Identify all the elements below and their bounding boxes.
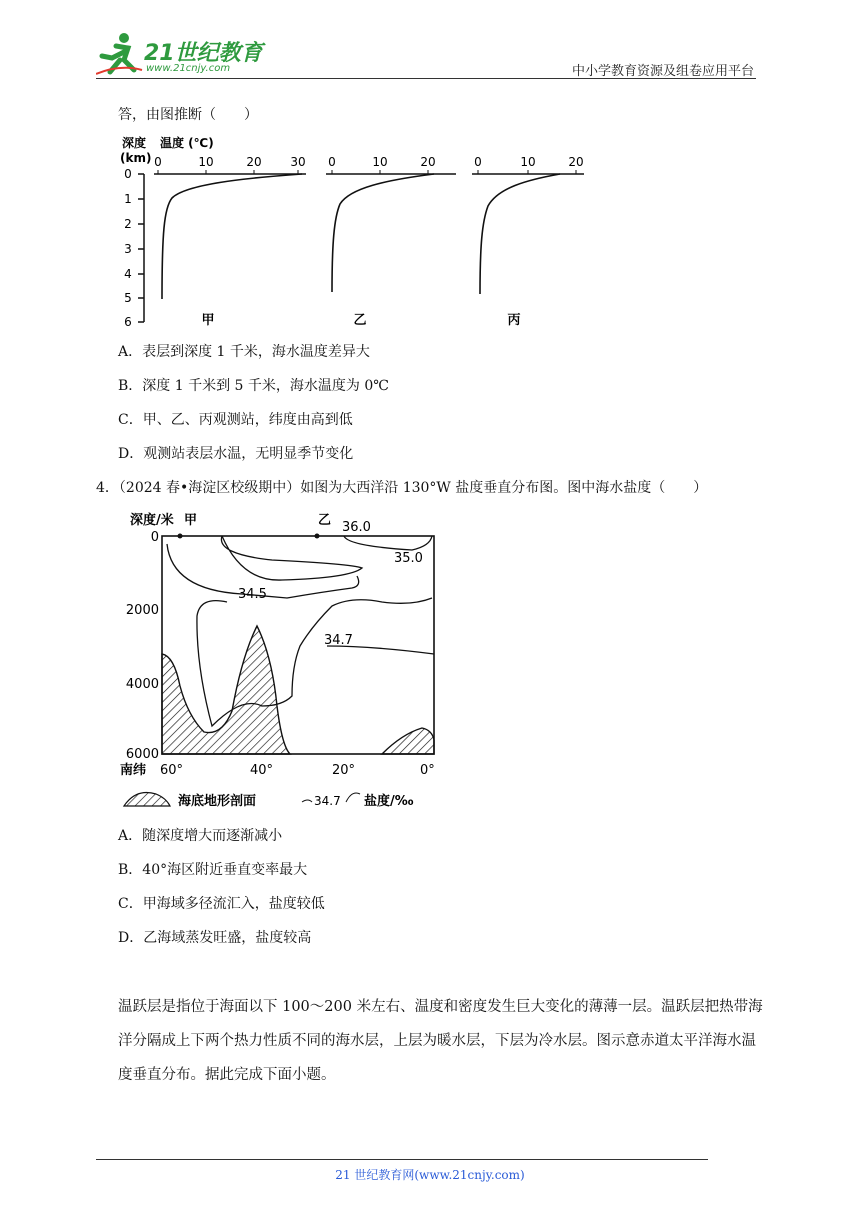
isoline-label: 34.7 xyxy=(324,633,353,648)
y-tick: 0 xyxy=(150,530,159,545)
panel-jia xyxy=(154,155,306,328)
svg-text:20: 20 xyxy=(568,155,584,169)
y-tick: 4000 xyxy=(125,677,159,692)
q3-temperature-profiles xyxy=(116,134,596,334)
logo-url: www.21cnjy.com xyxy=(146,63,231,74)
svg-text:10: 10 xyxy=(372,155,388,169)
runner-logo-icon xyxy=(96,30,144,76)
q4-option-c[interactable]: C．甲海域多径流汇入，盐度较低 xyxy=(118,896,325,912)
depth-tick: 0 xyxy=(124,167,132,181)
depth-unit: (km) xyxy=(120,151,152,165)
terrain-legend-icon xyxy=(124,793,170,807)
depth-tick: 6 xyxy=(124,315,132,329)
header-platform-name: 中小学教育资源及组卷应用平台 xyxy=(571,64,754,79)
x-tick: 60° xyxy=(160,763,184,778)
q3-option-c[interactable]: C．甲、乙、丙观测站，纬度由高到低 xyxy=(118,412,353,428)
q3-option-d[interactable]: D．观测站表层水温，无明显季节变化 xyxy=(118,446,354,462)
footer-site-link[interactable]: 21 世纪教育网(www.21cnjy.com) xyxy=(335,1168,525,1182)
depth-label: 深度 xyxy=(122,136,147,150)
svg-text:10: 10 xyxy=(198,155,214,169)
q3-stem-tail: 答，由图推断（ ） xyxy=(118,107,258,123)
svg-text:10: 10 xyxy=(520,155,536,169)
svg-text:0: 0 xyxy=(474,155,482,169)
panel-bing xyxy=(472,155,584,328)
panel-label: 甲 xyxy=(201,313,215,328)
q4-salinity-section xyxy=(112,506,452,816)
q3-option-a[interactable]: A．表层到深度 1 千米，海水温度差异大 xyxy=(118,344,370,360)
y-tick: 6000 xyxy=(125,747,159,762)
header-divider xyxy=(96,78,756,79)
svg-text:20: 20 xyxy=(420,155,436,169)
svg-text:20: 20 xyxy=(246,155,262,169)
depth-tick: 2 xyxy=(124,217,132,231)
isoline-label: 35.0 xyxy=(394,551,423,566)
y-tick: 2000 xyxy=(125,603,159,618)
x-axis-prefix: 南纬 xyxy=(120,763,147,778)
panel-yi xyxy=(326,155,456,328)
q4-option-b[interactable]: B．40°海区附近垂直变率最大 xyxy=(118,862,308,878)
logo-text: 21世纪教育 xyxy=(144,41,263,66)
panel-label: 乙 xyxy=(353,313,367,328)
depth-tick: 5 xyxy=(124,291,132,305)
panel-label: 丙 xyxy=(507,313,521,328)
x-tick: 20° xyxy=(332,763,356,778)
point-jia-label: 甲 xyxy=(184,513,198,528)
depth-tick: 1 xyxy=(124,192,132,206)
point-yi-label: 乙 xyxy=(318,513,332,528)
x-tick: 40° xyxy=(250,763,274,778)
legend-salinity: 盐度/‰ xyxy=(364,794,414,809)
reading-passage: 温跃层是指位于海面以下 100～200 米左右、温度和密度发生巨大变化的薄薄一层。温跃层把热带海洋分隔成上下两个热力性质不同的海水层，上层为暖水层，下层为冷水层。图示意赤道太平洋海水温度垂直分布。据此完成下面小题。 xyxy=(118,999,763,1083)
site-logo xyxy=(96,30,266,80)
isoline-label: 36.0 xyxy=(342,520,371,535)
depth-tick: 4 xyxy=(124,267,132,281)
depth-tick: 3 xyxy=(124,242,132,256)
y-axis-label: 深度/米 xyxy=(130,513,174,528)
q3-option-b[interactable]: B．深度 1 千米到 5 千米，海水温度为 0℃ xyxy=(118,378,389,394)
svg-text:30: 30 xyxy=(290,155,306,169)
temp-label: 温度 (℃) xyxy=(160,136,214,150)
q4-option-d[interactable]: D．乙海域蒸发旺盛，盐度较高 xyxy=(118,930,312,946)
legend-terrain: 海底地形剖面 xyxy=(178,794,257,809)
isoline-label: 34.5 xyxy=(238,587,267,602)
svg-text:0: 0 xyxy=(154,155,162,169)
q4-option-a[interactable]: A．随深度增大而逐渐减小 xyxy=(118,828,283,844)
x-tick: 0° xyxy=(420,763,435,778)
q4-stem: 4．（2024 春•海淀区校级期中）如图为大西洋沿 130°W 盐度垂直分布图。图中海水盐度（ ） xyxy=(96,480,708,496)
legend-value: 34.7 xyxy=(314,794,341,808)
footer-divider xyxy=(96,1159,708,1160)
svg-text:0: 0 xyxy=(328,155,336,169)
